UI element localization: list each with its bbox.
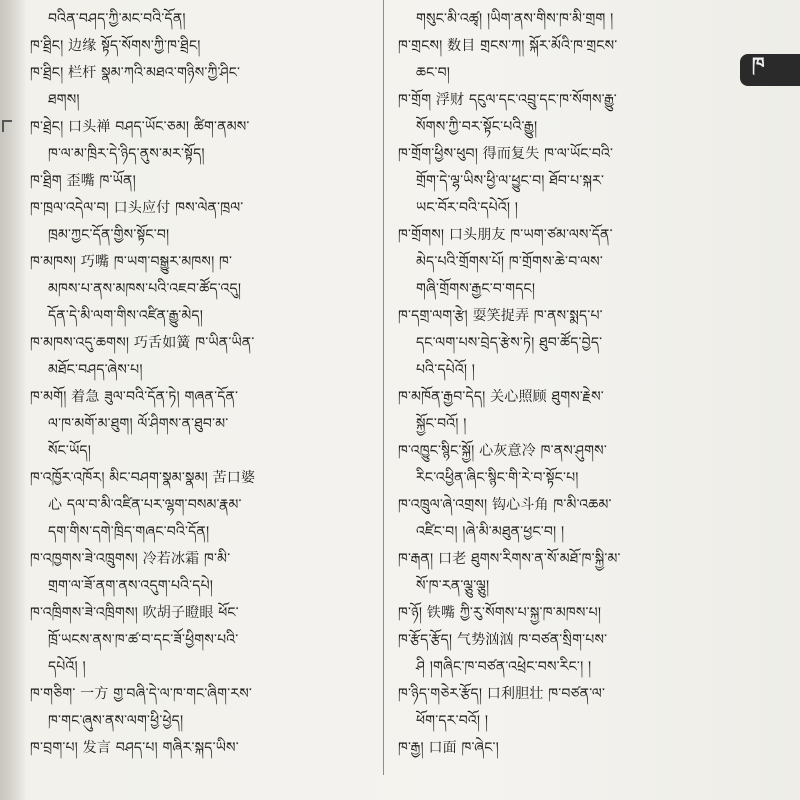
entry-line: ཤི །གཞིང་ཁ་བཙན་འཕྲེང་བས་རིང་། །: [416, 659, 592, 675]
entry-line: གྲོག་དེ་ལྷ་ཡིས་ཕྱི་ལ་ཕྱུང་བ། ཐོབ་པ་སྐར་: [416, 173, 605, 189]
entry-line: ཁ་གང་ཞུས་ནས་ལག་ཕྱི་ཕྱེད།: [48, 713, 184, 729]
letter-index-tab: [740, 54, 800, 86]
entry-line: ཁ་ཉོ། 铁嘴 ཀྱི་རུ་སོགས་པ་སྐྱ་ཁ་མཁས་པ།: [398, 605, 602, 621]
entry-line: ཁ་རྒན། 口老 ཐུགས་རིགས་ན་སོ་མཐོ་ཁ་སྐྱི་མ་: [398, 551, 621, 567]
entry-line: ཁ་ཐྲེང། 口头禅 བཤད་ཡོང་ཅམ། ཚིག་ནམས་: [30, 119, 250, 135]
entry-line: ཐགས།: [48, 92, 80, 108]
entry-line: ཁ་ཁྲལ་འདེལ་བ། 口头应付 ཁས་ལེན་ཁྲལ་: [30, 200, 244, 216]
previous-page-edge: [2, 120, 12, 132]
entry-line: ཁ་བྲག་པ། 发言 བཤད་པ། གཞིར་སྐད་ཡིས་: [30, 740, 239, 756]
entry-line: མཁས་པ་ནས་མཁས་པའི་འཇབ་ཚོད་འདུ།: [48, 281, 242, 297]
entry-line: རིང་འཕྱིན་ཞིང་སྙིང་གི་རེ་བ་སྟོང་པ།: [416, 470, 579, 486]
entry-line: ཁ་མཁས། 巧嘴 ཁ་ཡག་བསྒྱུར་མཁས། ཁ་: [30, 254, 233, 270]
entry-line: ཁ་མགོ། 着急 ཟུལ་བའི་དོན་ཏེ། གཞན་དོན་: [30, 389, 239, 405]
entry-line: ཁ་འཁྱགས་ཟེ་འཁྲུགས། 冷若冰霜 ཁ་མི་: [30, 551, 231, 567]
entry-line: མཐོང་བཤད་ཞེས་པ།: [48, 362, 143, 378]
entry-line: ཁ་རྩོད་རྩོད། 气势汹汹 ཁ་བཙན་སྲིག་པས་: [398, 632, 608, 648]
entry-line: ལ་ཁ་མགོ་མ་ཐུག། ལོ་ཤིགས་ན་ཐུབ་མ་: [48, 416, 229, 432]
letter-index-tab-label: ཁ: [752, 54, 765, 75]
entry-line: ཁ་རྒྱ། 口面 ཁ་ཞེང་།: [398, 740, 499, 756]
entry-line: ཁ་གྲོགས། 口头朋友 ཁ་ཡག་ཙམ་ལས་དོན་: [398, 227, 613, 243]
entry-line: ཁ་ཐྲིང། 边缘 སྟོད་སོགས་ཀྱི་ཁ་ཐྲིང།: [30, 38, 201, 54]
entry-line: ཁ་མཁོན་རྒྱབ་དེད། 关心照顾 ཐུགས་རྗེས་: [398, 389, 604, 405]
entry-line: པའི་དཔེའོ། །: [416, 362, 476, 378]
entry-line: ཕོག་དར་བའོ། །: [416, 713, 489, 729]
entry-line: དཔེའོ། །: [48, 659, 86, 675]
right-column: [398, 6, 726, 762]
entry-line: སྐྱོང་བའོ། །: [416, 416, 467, 432]
entry-line: གཞི་གྲོགས་རྒྱང་བ་གདང།: [416, 281, 536, 297]
entry-line: ཁ་ཐྲིག 歪嘴 ཁ་ཡོན།: [30, 173, 136, 189]
entry-line: ཁ་འཁྱུང་སྙིང་སྐྱོ། 心灰意冷 ཁ་ནས་ཤུགས་: [398, 443, 607, 459]
entry-line: གྲག་ལ་ཟོ་ནག་ནས་འདུག་པའི་དཔེ།: [48, 578, 214, 594]
entry-line: ཁ་འཁྲིགས་ཟེ་འཁྲིགས། 吹胡子瞪眼 ཕོང་: [30, 605, 239, 621]
entry-line: དག་གིས་དགེ་ཁྲིད་གཞང་བའི་དོན།: [48, 524, 210, 540]
entry-line: ཁ་འཁྱོར་འཁོར། མིང་བཤག་སྣམ་སྣམ། 苦口婆: [30, 470, 256, 486]
entry-line: སོགས་ཀྱི་བར་སྟོང་པའི་རྒྱུ།: [416, 119, 538, 135]
entry-line: གསུང་མི་འཚྭ། །ཡིག་ནས་གིས་ཁ་མི་གྲག །: [416, 11, 614, 27]
entry-line: བའིན་བཤད་ཀྱི་མང་བའི་དོན།: [48, 11, 186, 27]
entry-line: མེད་པའི་གྲོགས་པོ། ཁ་གྲོགས་ཆེ་བ་ལས་: [416, 254, 603, 270]
entry-line: ཁ་གྲངས། 数目 གྲངས་ཀ། སྐོར་མོའི་ཁ་གྲངས་: [398, 38, 618, 54]
entry-line: ཁ་མཁས་འདུ་ཆགས། 巧舌如簧 ཁ་ཡིན་ཡིན་: [30, 335, 255, 351]
entry-line: ཁ་གྲོག 浮财 དངུལ་དང་འབྲུ་དང་ཁ་སོགས་རྒྱུ་: [398, 92, 617, 108]
entry-line: 心 དལ་བ་མི་འཛིན་པར་ལྷག་བསམ་རྣམ་: [48, 497, 242, 513]
entry-line: ཁྲམ་ཀྱང་དོན་གྱིས་སྟོང་བ།: [48, 227, 170, 243]
entry-line: སོང་ཡོད།: [48, 443, 92, 459]
entry-line: དང་ལག་པས་བྲེད་རྩེས་ཏེ། ཐུབ་ཚོད་བྱེད་: [416, 335, 603, 351]
entry-line: ཁ་གཅིག་ 一方 གྱ་བཞི་དེ་ལ་ཁ་གང་ཞིག་རས་: [30, 686, 253, 702]
entry-line: ཁྲོ་ཡངས་ནས་ཁ་ཚ་བ་དང་ཟོ་ཕྱིགས་པའི་: [48, 632, 239, 648]
entry-line: ཁ་ཐྲིང། 栏杆 སྣམ་ཀའི་མཐའ་གཉིས་ཀྱི་ཤིང་: [30, 65, 241, 81]
entry-line: ཆང་བ།: [416, 65, 451, 81]
entry-line: འཛིང་བ། །ཞེ་མི་མཐུན་ཕྱང་བ། །: [416, 524, 565, 540]
entry-line: དོན་དེ་མི་ལག་གིས་འཛིན་རྒྱུ་མེད།: [48, 308, 204, 324]
entry-line: ཡང་བོར་བའི་དཔེའོ། །: [416, 200, 519, 216]
entry-line: ཁ་ཉིད་གཅེར་རྩོད། 口利胆壮 ཁ་བཙན་ལ་: [398, 686, 606, 702]
column-divider: [383, 0, 384, 775]
entry-line: ཁ་དགྲ་ལག་རྩེ། 耍笑捉弄 ཁ་ནས་སྨད་པ་: [398, 308, 603, 324]
left-column: [30, 6, 368, 762]
entry-line: ཁ་གྲོག་ཕྱིས་ཕུབ། 得而复失 ཁ་ལ་ཡོང་བའི་: [398, 146, 614, 162]
entry-line: ཁ་འཁྲུལ་ཞེ་འགྲས། 钩心斗角 ཁ་མི་འཆམ་: [398, 497, 612, 513]
entry-line: སོ་ཁ་རན་ལྕུ་ལྕུ།: [416, 578, 490, 594]
entry-line: ཁ་ལ་མ་ཁྲིར་དེ་ཉིད་ནུས་མར་སྟོད།: [48, 146, 205, 162]
